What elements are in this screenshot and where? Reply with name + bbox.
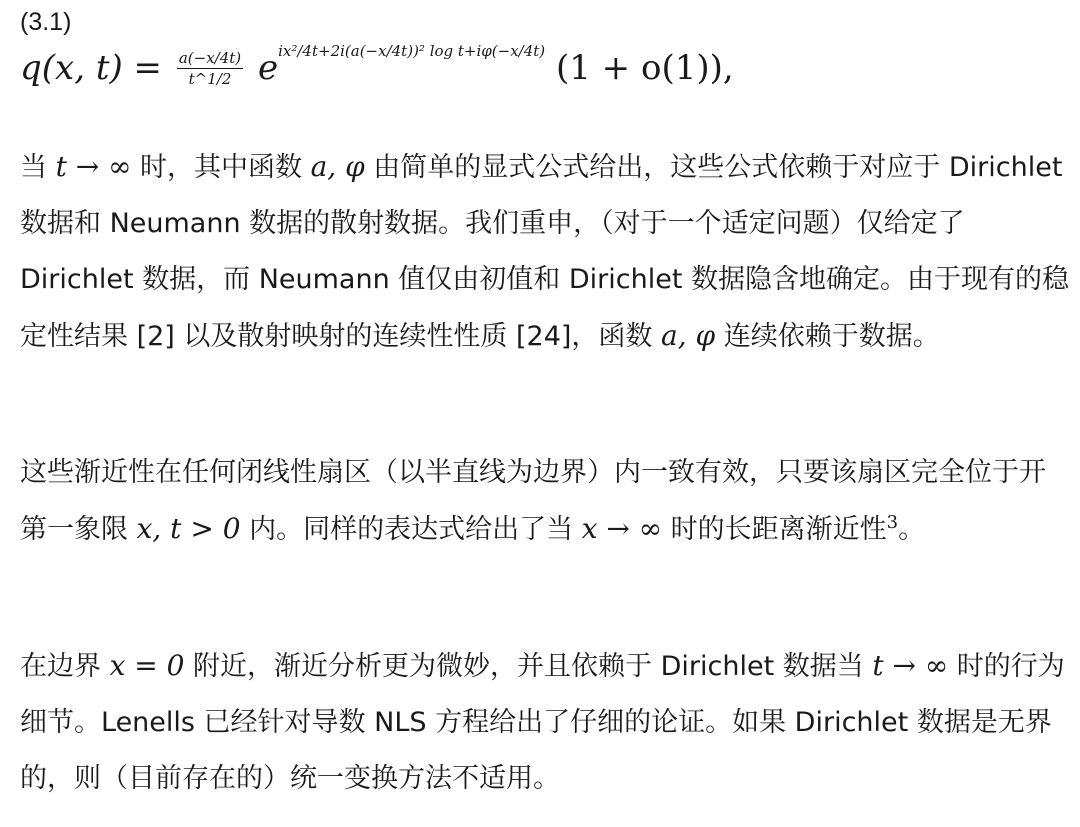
fraction-numerator: a(−x/4t) (178, 48, 242, 67)
text-segment: 时的长距离渐近性 (662, 514, 887, 545)
exponent: ix²/4t+2i(a(−x/4t))² log t+iφ(−x/4t) (278, 42, 546, 60)
fraction-denominator: t^1/2 (188, 69, 232, 88)
asymptotic-formula (20, 42, 734, 106)
text-segment: 时的行为细节。Lenells 已经针对导数 NLS 方程给出了仔细的论证。如果 Dirichlet 数据是无界的，则（目前存在的）统一变换方法不适用。 (20, 651, 1065, 794)
text-segment: 时，其中函数 (131, 152, 311, 183)
math-x-to-infinity: x → ∞ (581, 512, 663, 545)
math-t-to-infinity: t → ∞ (872, 649, 949, 682)
paragraph-boundary-behaviour (20, 638, 1070, 807)
amplitude-fraction (177, 49, 243, 88)
text-segment: 附近，渐近分析更为微妙，并且依赖于 Dirichlet 数据当 (184, 651, 873, 682)
math-x-equals-zero: x = 0 (109, 649, 185, 682)
text-segment: 内。同样的表达式给出了当 (240, 514, 582, 545)
text-segment: 连续依赖于数据。 (715, 321, 940, 352)
paragraph-sector-validity (20, 445, 1070, 558)
exponential-base: e (257, 48, 279, 88)
text-segment: 在边界 (20, 651, 110, 682)
text-segment: 由简单的显式公式给出，这些公式依赖于对应于 Dirichlet 数据和 Neumann 数据的散射数据。我们重申，（对于一个适定问题）仅给定了 Dirichlet 数据，而 Neumann 值仅由初值和 Dirichlet 数据隐含地确定。由于现有的稳定性结果 [2] 以及散射映射的连续性性质 [24]，函数 (20, 152, 1070, 352)
paragraph-asymptotic-functions (20, 139, 1070, 365)
equation-tail: (1 + o(1)), (555, 48, 734, 88)
text-segment: 。 (898, 514, 926, 545)
math-a-phi: a, φ (661, 319, 716, 352)
math-a-phi: a, φ (310, 150, 365, 183)
equation-lhs: q(x, t) = (20, 48, 163, 88)
text-segment: 当 (20, 152, 56, 183)
footnote-marker[interactable]: 3 (886, 512, 899, 533)
math-first-quadrant: x, t > 0 (136, 512, 241, 545)
math-t-to-infinity: t → ∞ (55, 150, 132, 183)
text-segment: 这些渐近性在任何闭线性扇区（以半直线为边界）内一致有效，只要该扇区完全位于开第一象限 (20, 457, 1046, 545)
equation-number: (3.1) (20, 8, 72, 36)
